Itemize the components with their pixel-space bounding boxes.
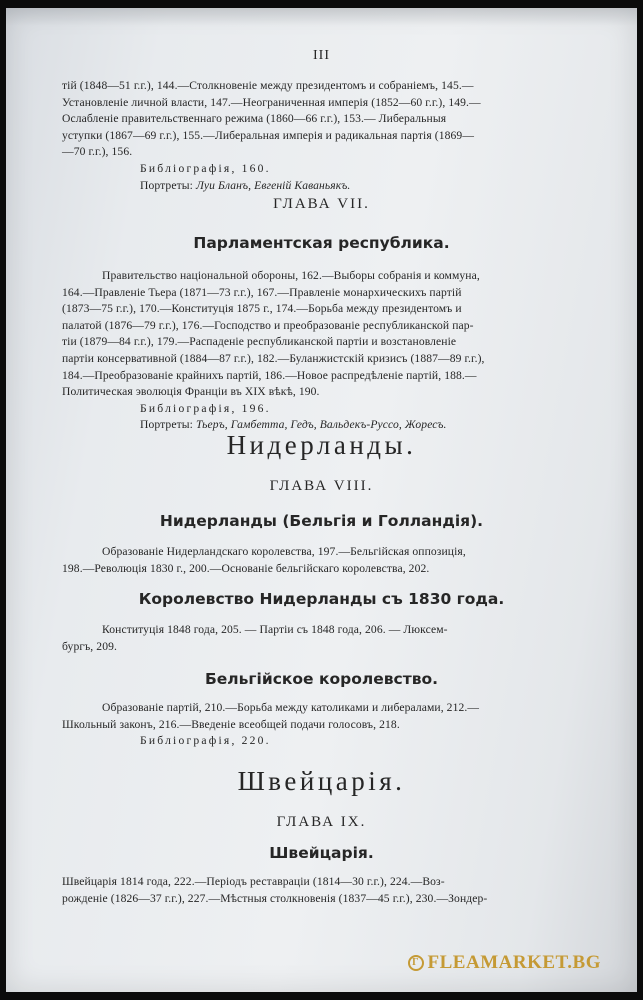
chapter-summary	[62, 544, 550, 577]
text-line: Ослабленiе правительственнаго режима (1860—66 г.г.), 153.— Либеральныя	[62, 112, 447, 126]
country-heading: Нидерланды.	[226, 430, 417, 460]
portraits-label: Портреты:	[140, 418, 193, 432]
text-line: Образованiе партiй, 210.—Борьба между католиками и либералами, 212.—	[102, 701, 480, 714]
portraits-label: Портреты:	[140, 178, 193, 192]
text-line: уступки (1867—69 г.г.), 155.—Либеральная имперiя и радикальная партiя (1869—	[62, 128, 475, 142]
portraits-line	[62, 178, 550, 195]
chapter-summary	[62, 874, 550, 907]
chapter-summary	[62, 268, 550, 434]
subsection-summary	[62, 700, 550, 750]
text-line: 198.—Революцiя 1830 г., 200.—Основанiе бельгiйскаго королевства, 202.	[62, 561, 430, 575]
text-line: Правительство нацiональной обороны, 162.—Выборы собранiя и коммуна,	[102, 269, 480, 282]
subsection-summary	[62, 622, 550, 655]
text-line: бургъ, 209.	[62, 639, 117, 653]
text-line: 164.—Правленiе Тьера (1871—73 г.г.), 167.—Правленiе монархическихъ партiй	[62, 285, 462, 299]
text-line: 184.—Преобразованiе крайнихъ партiй, 186.—Новое распредѣленiе партiй, 188.—	[62, 368, 477, 382]
page-edge-shadow	[6, 8, 637, 26]
watermark-text: FLEAMARKET.BG	[427, 952, 601, 973]
text-line: партiи консервативной (1884—87 г.г.), 182.—Буланжистскiй кризисъ (1887—89 г.г.),	[62, 351, 485, 365]
text-line: рожденiе (1826—37 г.г.), 227.—Мѣстныя столкновенiя (1837—45 г.г.), 230.—Зондер-	[62, 891, 488, 905]
section-continuation	[62, 78, 550, 194]
chapter-title: Нидерланды (Бельгiя и Голландiя).	[159, 512, 484, 530]
bibliography-line: Библiографiя, 160.	[140, 161, 271, 175]
portraits-names: Тьеръ, Гамбетта, Гедъ, Вальдекъ-Руссо, Жоресъ.	[195, 418, 447, 432]
subsection-title: Бельгiйское королевство.	[204, 670, 439, 688]
page-number: III	[313, 48, 330, 63]
text-line: тiй (1848—51 г.г.), 144.—Столкновенiе между президентомъ и собранiемъ, 145.—	[62, 79, 474, 92]
text-line: Политическая эволюцiя Францiи въ XIX вѣкѣ, 190.	[62, 385, 320, 399]
text-line: (1873—75 г.г.), 170.—Конституцiя 1875 г., 174.—Борьба между президентомъ и	[62, 302, 462, 316]
text-line: тiи (1879—84 г.г.), 179.—Распаденiе республиканской партiи и возстановленiе	[62, 335, 457, 349]
country-heading: Швейцарiя.	[237, 766, 406, 796]
text-line: Образованiе Нидерландскаго королевства, 197.—Бельгiйская оппозицiя,	[102, 545, 466, 558]
text-line: Установленiе личной власти, 147.—Неограниченная имперiя (1852—60 г.г.), 149.—	[62, 95, 481, 109]
bibliography-line: Библiографiя, 196.	[140, 401, 271, 415]
chapter-label: ГЛАВА VII.	[273, 196, 370, 212]
text-line: Школьный законъ, 216.—Введенiе всеобщей подачи голосовъ, 218.	[62, 717, 400, 731]
book-page	[6, 8, 637, 992]
bibliography-line: Библiографiя, 220.	[140, 734, 271, 748]
watermark-logo	[408, 952, 601, 974]
chapter-title: Швейцарiя.	[269, 844, 374, 862]
coin-icon: Г	[408, 955, 424, 971]
chapter-label: ГЛАВА VIII.	[269, 478, 374, 494]
text-line: Конституцiя 1848 года, 205. — Партiи съ 1848 года, 206. — Люксем-	[102, 623, 448, 636]
text-line: палатой (1876—79 г.г.), 176.—Господство и преобразованiе республиканской пар-	[62, 318, 474, 332]
subsection-title: Королевство Нидерланды съ 1830 года.	[138, 590, 505, 608]
chapter-label: ГЛАВА IX.	[276, 814, 367, 830]
text-line: Швейцарiя 1814 года, 222.—Перiодъ реставрацiи (1814—30 г.г.), 224.—Воз-	[62, 875, 445, 888]
text-line: —70 г.г.), 156.	[62, 145, 133, 159]
chapter-title: Парламентская республика.	[193, 234, 450, 252]
portraits-names: Луи Бланъ, Евгенiй Каваньякъ.	[195, 178, 351, 192]
